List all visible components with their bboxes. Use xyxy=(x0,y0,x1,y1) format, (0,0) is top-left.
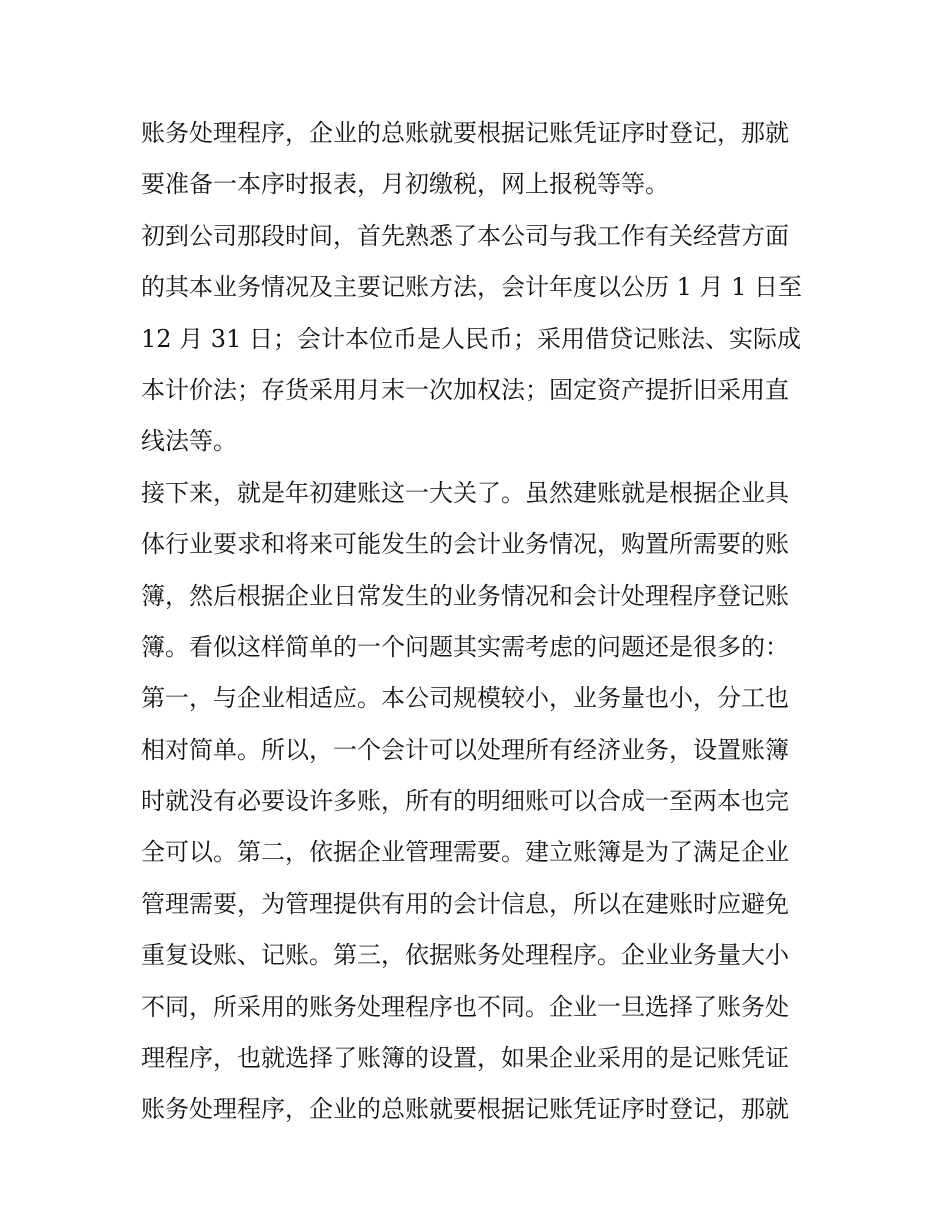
text-line: 接下来，就是年初建账这一大关了。虽然建账就是根据企业具 xyxy=(141,478,789,507)
text-line: 线法等。 xyxy=(141,427,237,456)
text-line: 重复设账、记账。第三，依据账务处理程序。企业业务量大小 xyxy=(141,941,789,970)
text-line: 簿。看似这样简单的一个问题其实需考虑的问题还是很多的： xyxy=(141,632,789,661)
text-line: 本计价法；存货采用月末一次加权法；固定资产提折旧采用直 xyxy=(141,375,789,404)
text-line: 账务处理程序，企业的总账就要根据记账凭证序时登记，那就 xyxy=(141,119,789,147)
text-line: 体行业要求和将来可能发生的会计业务情况，购置所需要的账 xyxy=(141,530,789,559)
text-line: 簿，然后根据企业日常发生的业务情况和会计处理程序登记账 xyxy=(141,581,789,610)
text-line: 全可以。第二，依据企业管理需要。建立账簿是为了满足企业 xyxy=(141,838,789,867)
text-line: 第一，与企业相适应。本公司规模较小，业务量也小，分工也 xyxy=(141,684,789,713)
text-line: 理程序，也就选择了账簿的设置，如果企业采用的是记账凭证 xyxy=(141,1044,789,1073)
text-line: 12 月 31 日；会计本位币是人民币；采用借贷记账法、实际成 xyxy=(141,324,801,353)
text-line: 账务处理程序，企业的总账就要根据记账凭证序时登记，那就 xyxy=(141,1095,789,1124)
text-line: 管理需要，为管理提供有用的会计信息，所以在建账时应避免 xyxy=(141,889,789,918)
text-line: 的其本业务情况及主要记账方法，会计年度以公历 1 月 1 日至 xyxy=(141,273,803,302)
body-text xyxy=(141,108,821,1136)
text-line: 不同，所采用的账务处理程序也不同。企业一旦选择了账务处 xyxy=(141,992,789,1021)
text-line: 初到公司那段时间，首先熟悉了本公司与我工作有关经营方面 xyxy=(141,221,789,250)
text-line: 要准备一本序时报表，月初缴税，网上报税等等。 xyxy=(141,170,669,199)
text-line: 时就没有必要设许多账，所有的明细账可以合成一至两本也完 xyxy=(141,787,789,816)
text-line: 相对简单。所以，一个会计可以处理所有经济业务，设置账簿 xyxy=(141,735,789,764)
